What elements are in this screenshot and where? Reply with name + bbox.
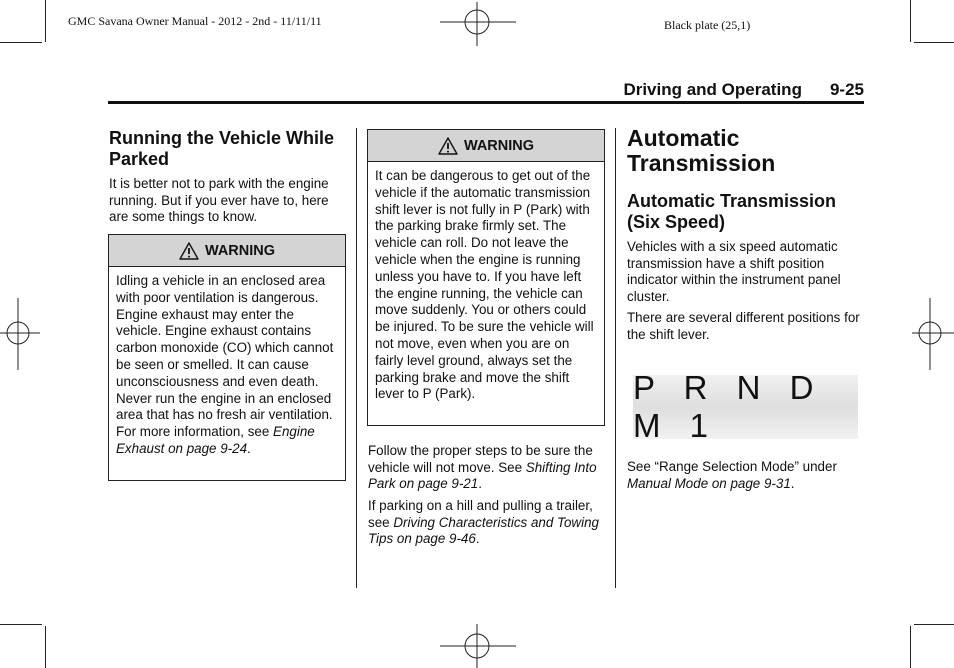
registration-mark-left [0, 298, 40, 370]
cross-reference-link[interactable]: Manual Mode on page 9-31 [627, 475, 791, 491]
column-divider-2 [615, 128, 616, 588]
column-divider-1 [356, 128, 357, 588]
cross-reference-link[interactable]: Shifting Into Park on page 9-21 [368, 459, 597, 492]
warning-title: WARNING [463, 137, 535, 154]
warning-triangle-icon [179, 242, 199, 260]
intro-paragraph: It is better not to park with the engine running. But if you ever have to, here are some things to know. [109, 176, 329, 225]
section-heading-running-parked: Running the Vehicle While Parked [109, 128, 335, 169]
shift-position-indicator [633, 369, 858, 444]
subheading-six-speed: Automatic Transmission (Six Speed) [627, 191, 837, 232]
shift-positions-text: P R N D M 1 [633, 369, 824, 444]
cross-reference-link[interactable]: Driving Characteristics and Towing Tips on page 9-46 [368, 514, 599, 547]
warning-header [368, 130, 604, 162]
warning-body-text: It can be dangerous to get out of the vehicle if the automatic transmission shift lever is not fully in P (Park) with the parking brake firmly set. The vehicle can roll. Do not leave the vehicle when the engine is running unless you have to. If you have left the engine running, the vehicle can move suddenly. You or others could be injured. To be sure the vehicle will not move, even when you are on fairly level ground, always set the parking brake and move the shift lever to P (Park). [375, 168, 594, 402]
page-number: 9-25 [829, 80, 864, 99]
warning-header [109, 235, 345, 267]
paragraph-range-selection: See “Range Selection Mode” under Manual Mode on page 9-31. [627, 459, 837, 491]
paragraph-shift-positions: There are several different positions for the shift lever. [627, 310, 860, 342]
paragraph-follow-steps: Follow the proper steps to be sure the vehicle will not move. See Shifting Into Park on page 9-21. [368, 443, 597, 492]
slug-right: Black plate (25,1) [664, 18, 751, 32]
cross-reference-link[interactable]: Engine Exhaust on page 9-24 [116, 424, 315, 456]
warning-body-text: Idling a vehicle in an enclosed area with poor ventilation is dangerous. Engine exhaust may enter the vehicle. Engine exhaust contains carbon monoxide (CO) which cannot be seen or smelled. It can cause unconsciousness and even death. Never run the engine in an enclosed area that has no fresh air ventilation. For more information, see [116, 273, 334, 440]
warning-box-exhaust [108, 234, 346, 481]
paragraph-shift-indicator: Vehicles with a six speed automatic transmission have a shift position indicator within the instrument panel cluster. [627, 239, 841, 305]
registration-mark-right [912, 298, 954, 370]
warning-title: WARNING [204, 242, 276, 259]
registration-mark-top [440, 2, 516, 46]
warning-triangle-icon [438, 137, 458, 155]
registration-mark-bottom [440, 624, 516, 668]
paragraph-hill-parking: If parking on a hill and pulling a trailer, see Driving Characteristics and Towing Tips on page 9-46. [368, 498, 599, 547]
warning-box-park [367, 129, 605, 426]
running-header [560, 80, 864, 100]
section-title: Driving and Operating [623, 80, 802, 99]
warning-text: Idling a vehicle in an enclosed area with poor ventilation is dangerous. Engine exhaust may enter the vehicle. Engine exhaust contains carbon monoxide (CO) which cannot be seen or smelled. It can cause unconsciousness and even death. Never run the engine in an enclosed area that has no fresh air ventilation. For more information, see Engine Exhaust on page 9-24. [116, 273, 334, 456]
header-rule [108, 101, 864, 104]
section-heading-automatic-transmission: Automatic Transmission [627, 125, 776, 176]
slug-left: GMC Savana Owner Manual - 2012 - 2nd - 11/11/11 [68, 14, 322, 28]
